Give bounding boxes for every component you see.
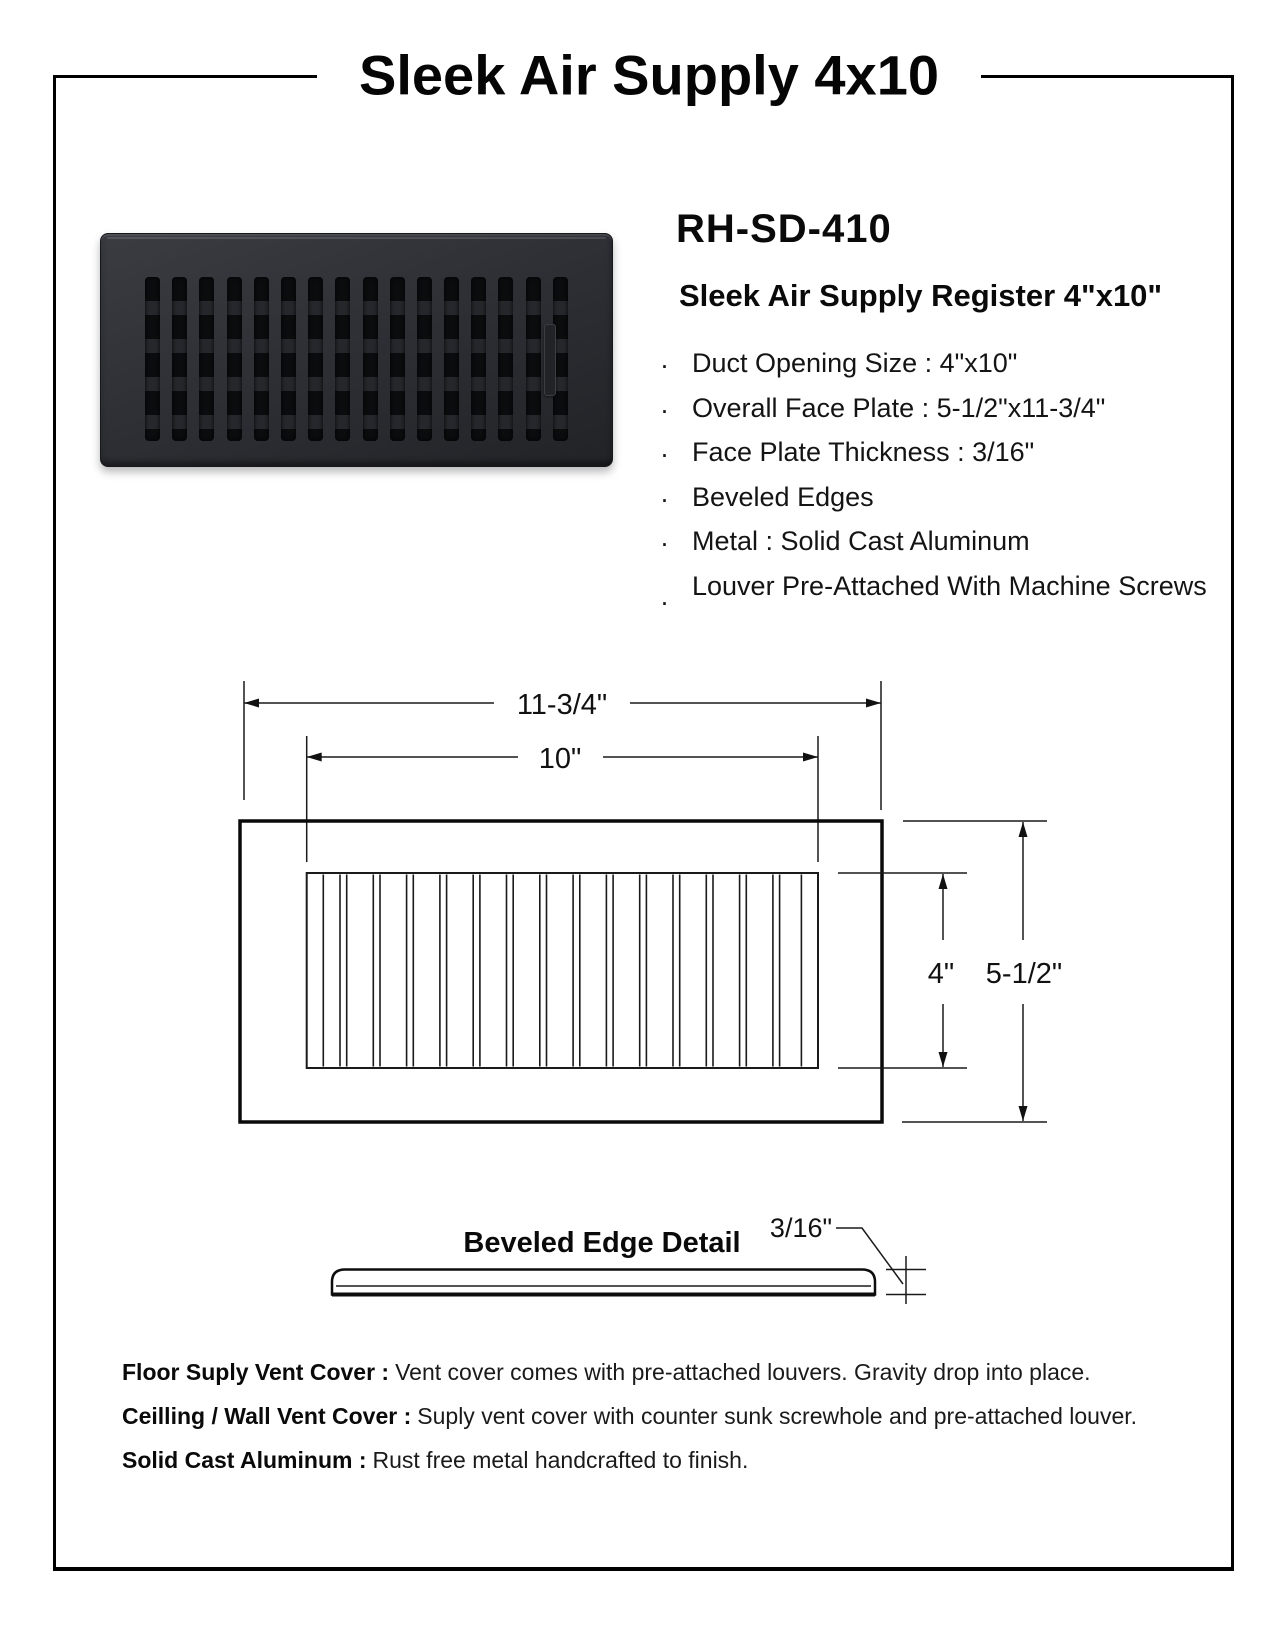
dim-label-duct-width: 10"	[538, 743, 582, 775]
bullet-icon: ·	[660, 394, 669, 425]
model-number: RH-SD-410	[676, 207, 892, 251]
note-text: Rust free metal handcrafted to finish.	[372, 1447, 749, 1473]
vent-slot	[308, 277, 323, 441]
arrow-down-icon	[939, 1052, 948, 1067]
vent-slot	[417, 277, 432, 441]
dim-label-overall-width: 11-3/4"	[516, 689, 608, 721]
vent-slots	[145, 277, 568, 441]
spec-item	[660, 393, 1207, 438]
vent-slot	[281, 277, 296, 441]
product-photo	[100, 233, 613, 467]
note-line	[122, 1358, 1162, 1387]
arrow-up-icon	[939, 874, 948, 889]
damper-handle	[544, 324, 556, 396]
bullet-icon: ·	[660, 350, 669, 380]
note-text: Suply vent cover with counter sunk screwhole and pre-attached louver.	[417, 1403, 1138, 1429]
vent-slot	[363, 277, 378, 441]
vent-slot	[390, 277, 405, 441]
arrow-up-icon	[1019, 822, 1028, 837]
arrow-right-icon	[803, 753, 818, 762]
spec-text: Face Plate Thickness : 3/16"	[692, 437, 1035, 467]
page-title: Sleek Air Supply 4x10	[317, 43, 981, 108]
vent-slot	[498, 277, 513, 441]
note-line	[122, 1446, 1162, 1475]
bevel-profile-shape	[332, 1270, 875, 1295]
arrow-left-icon	[244, 699, 259, 708]
vent-slot	[199, 277, 214, 441]
note-line	[122, 1402, 1162, 1431]
spec-item	[660, 526, 1207, 571]
spec-list	[660, 348, 1207, 615]
vent-slot	[254, 277, 269, 441]
arrow-down-icon	[1019, 1106, 1028, 1121]
face-plate-outline	[240, 821, 882, 1122]
spec-text: Metal : Solid Cast Aluminum	[692, 526, 1030, 556]
vent-slot	[335, 277, 350, 441]
dim-label-duct-height: 4"	[927, 958, 955, 990]
spec-item	[660, 437, 1207, 482]
note-label: Floor Suply Vent Cover :	[122, 1359, 390, 1385]
spec-text: Duct Opening Size : 4"x10"	[692, 348, 1018, 378]
spec-text: Louver Pre-Attached With Machine Screws	[692, 570, 1207, 601]
product-name: Sleek Air Supply Register 4"x10"	[679, 278, 1163, 313]
spec-text: Beveled Edges	[692, 481, 874, 512]
vent-slot	[471, 277, 486, 441]
bullet-icon: ·	[660, 586, 669, 617]
louver-area-outline	[307, 873, 818, 1068]
bullet-icon: ·	[660, 439, 669, 469]
vent-slot	[172, 277, 187, 441]
footer-notes	[122, 1358, 1162, 1490]
note-text: Vent cover comes with pre-attached louvers. Gravity drop into place.	[395, 1359, 1091, 1385]
vent-slot	[526, 277, 541, 441]
bullet-icon: ·	[660, 483, 669, 514]
vent-slot	[444, 277, 459, 441]
bevel-detail-title: Beveled Edge Detail	[463, 1227, 741, 1259]
note-label: Ceilling / Wall Vent Cover :	[122, 1403, 412, 1429]
spec-text: Overall Face Plate : 5-1/2"x11-3/4"	[692, 392, 1106, 423]
vent-slot	[227, 277, 242, 441]
note-label: Solid Cast Aluminum :	[122, 1447, 367, 1473]
arrow-right-icon	[866, 699, 881, 708]
vent-plate	[100, 233, 613, 467]
arrow-left-icon	[307, 753, 322, 762]
spec-item	[660, 348, 1207, 393]
bevel-thickness-label: 3/16"	[769, 1213, 833, 1243]
bullet-icon: ·	[660, 528, 669, 558]
louver-slat-lines	[323, 875, 801, 1067]
dim-label-overall-height: 5-1/2"	[985, 958, 1063, 990]
vent-slot	[145, 277, 160, 441]
spec-item	[660, 482, 1207, 527]
technical-drawing	[0, 600, 1275, 1320]
